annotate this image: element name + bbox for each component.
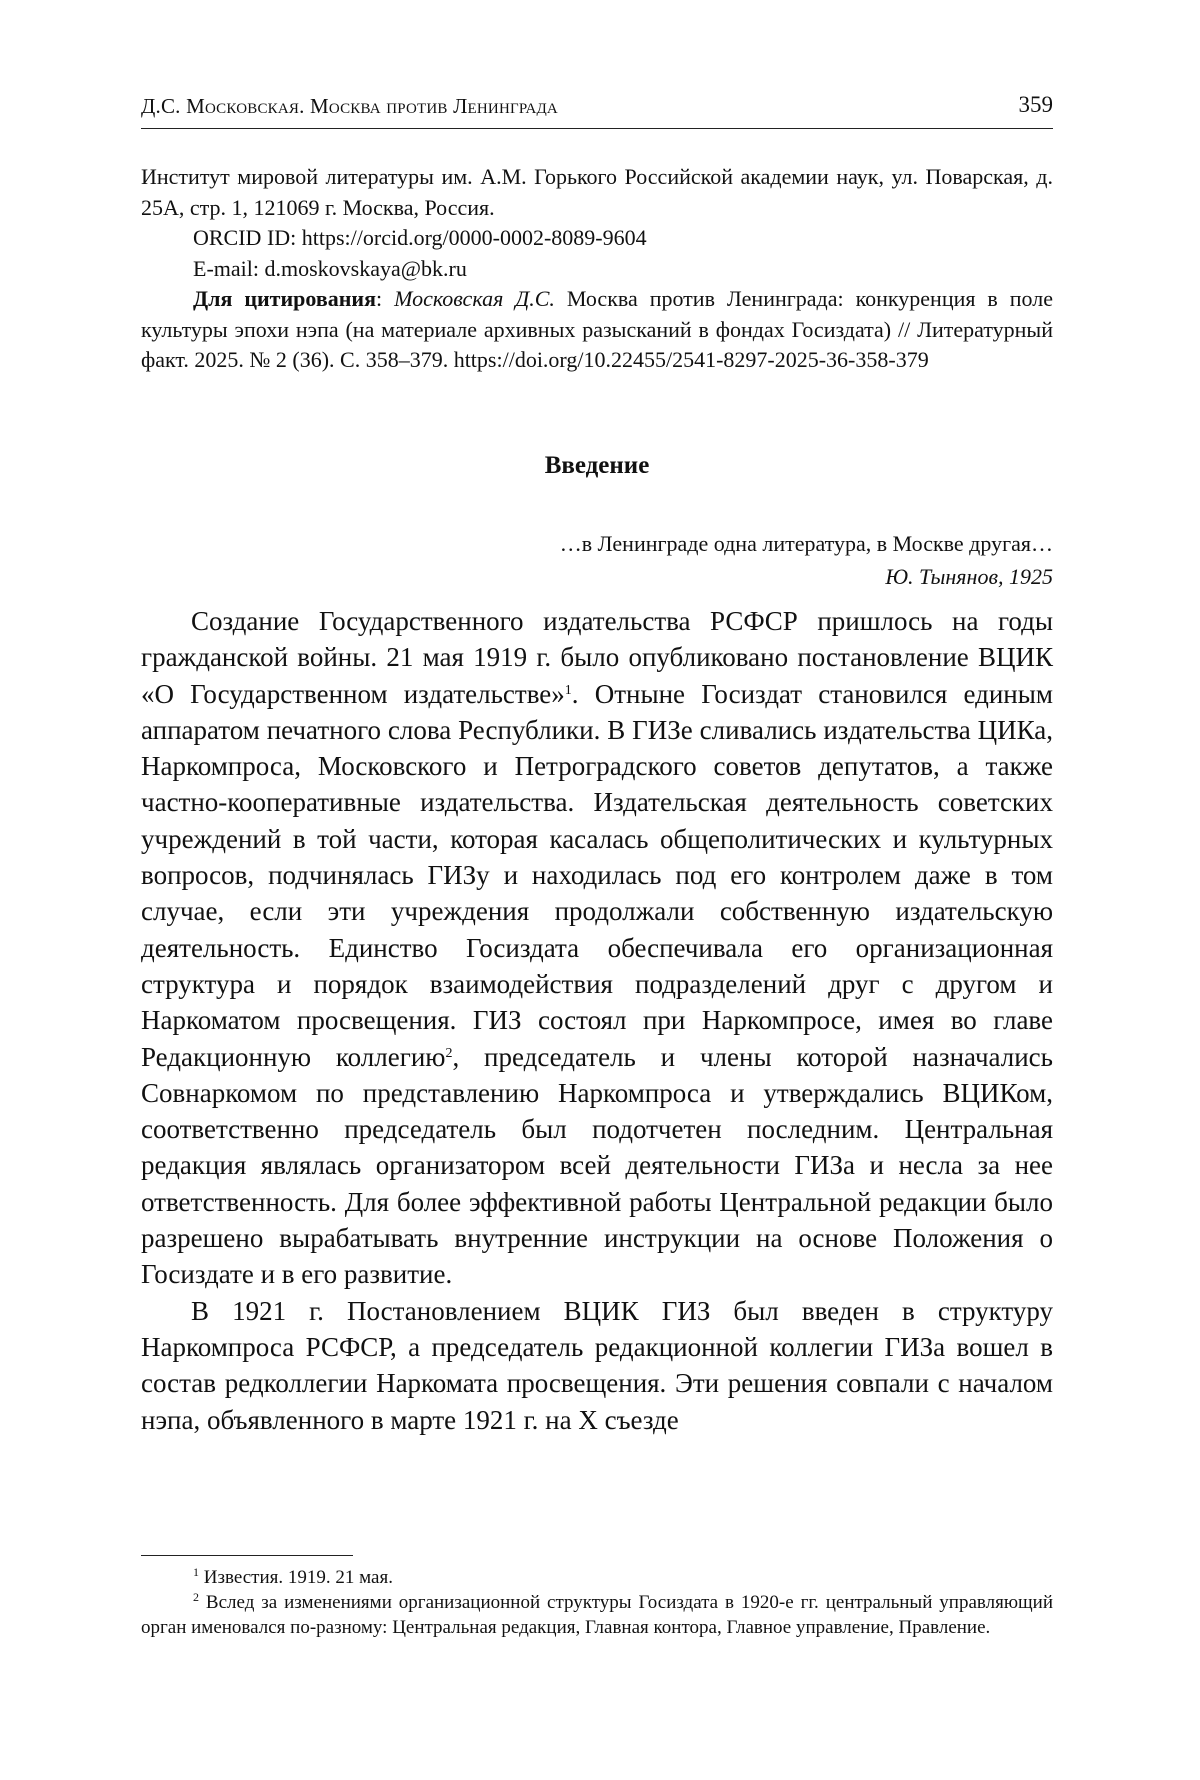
citation-label: Для цитирования (193, 286, 376, 311)
footnote-1-text: Известия. 1919. 21 мая. (199, 1567, 393, 1588)
footnote-divider (141, 1555, 353, 1556)
footnote-ref-1[interactable]: 1 (564, 682, 572, 698)
citation (141, 284, 1053, 376)
paragraph-1-part-b: . Отныне Госиздат становился единым аппаратом печатного слова Республики. В ГИЗе сливались издательства ЦИКа, Наркомпроса, Московского и Петроградского советов депутатов, а также частно-кооперативные издательства. Издательская деятельность советских учреждений в той части, которая касалась общеполитических и культурных вопросов, подчинялась ГИЗу и находилась под его контролем даже в том случае, если эти учреждения продолжали собственную издательскую деятельность. Единство Госиздата обеспечивала его организационная структура и порядок взаимодействия подразделений друг с другом и Наркоматом просвещения. ГИЗ состоял при Наркомпросе, имея во главе Редакционную коллегию (141, 678, 1053, 1072)
footnote-1-mark: 1 (193, 1565, 199, 1579)
paragraph-1 (141, 603, 1053, 1293)
footnote-1 (141, 1565, 1053, 1590)
email-line[interactable]: E-mail: d.moskovskaya@bk.ru (193, 255, 467, 281)
citation-text: Москва против Ленинграда: конкуренция в поле культуры эпохи нэпа (на материале архивных разысканий в фондах Госиздата) // Литературный факт. 2025. № 2 (36). С. 358–379. https://doi.org/10.22455/2541-8297-2025-36-358-379 (141, 286, 1053, 372)
citation-author: Московская Д.С. (394, 286, 555, 311)
citation-separator: : (376, 286, 395, 311)
epigraph-author: Ю. Тынянов, 1925 (885, 564, 1053, 589)
epigraph-quote: …в Ленинграде одна литература, в Москве другая… (559, 531, 1053, 556)
running-head (141, 88, 1053, 129)
paragraph-1-part-c: , председатель и члены которой назначались Совнаркомом по представлению Наркомпроса и утверждались ВЦИКом, соответственно председатель был подотчетен последним. Центральная редакция являлась организатором всей деятельности ГИЗа и несла за нее ответственность. Для более эффективной работы Центральной редакции было разрешено вырабатывать внутренние инструкции на основе Положения о Госиздате и в его развитие. (141, 1041, 1053, 1290)
paragraph-1-part-a: Создание Государственного издательства РСФСР пришлось на годы гражданской войны. 21 мая 1919 г. было опубликовано постановление ВЦИК «О Государственном издательстве» (141, 606, 1053, 709)
section-title: Введение (544, 452, 650, 479)
footnote-2-mark: 2 (193, 1590, 199, 1604)
running-title: Д.С. Московская. Москва против Ленинграда (141, 94, 558, 118)
footnote-2-text: Вслед за изменениями организационной структуры Госиздата в 1920-е гг. центральный управляющий орган именовался по-разному: Центральная редакция, Главная контора, Главное управление, Правление. (141, 1592, 1053, 1638)
author-affiliation: Институт мировой литературы им. А.М. Горького Российской академии наук, ул. Поварская, д. 25А, стр. 1, 121069 г. Москва, Россия. (141, 164, 1053, 220)
article-metadata (141, 162, 1053, 376)
footnotes (141, 1565, 1053, 1640)
footnote-ref-2[interactable]: 2 (445, 1045, 453, 1061)
orcid-line[interactable]: ORCID ID: https://orcid.org/0000-0002-8089-9604 (193, 225, 647, 250)
body-text (141, 603, 1053, 1438)
page-number: 359 (1018, 92, 1053, 117)
epigraph (141, 527, 1053, 593)
footnote-2 (141, 1590, 1053, 1640)
paragraph-2: В 1921 г. Постановлением ВЦИК ГИЗ был введен в структуру Наркомпроса РСФСР, а председатель редакционной коллегии ГИЗа вошел в состав редколлегии Наркомата просвещения. Эти решения совпали с началом нэпа, объявленного в марте 1921 г. на X съезде (141, 1295, 1053, 1435)
